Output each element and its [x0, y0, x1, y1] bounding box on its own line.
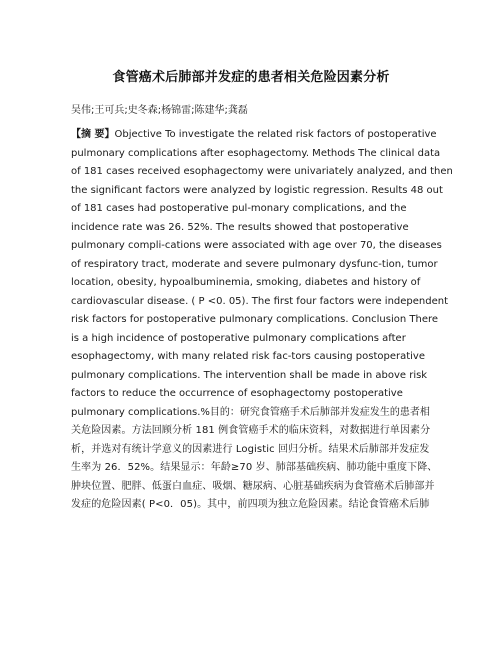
abstract-line: pulmonary complications.%目的：研究食管癌手术后肺部并发症发生的患者相: [71, 406, 430, 418]
abstract-line: pulmonary compli-cations were associated with age over 70, the diseases: [71, 240, 442, 251]
abstract-body: [71, 126, 453, 515]
abstract-line: 生率为 26．52%。结果显示：年龄≥70 岁、肺部基础疾病、肺功能中重度下降、: [71, 462, 438, 473]
document-title: 食管癌术后肺部并发症的患者相关危险因素分析: [112, 70, 390, 85]
abstract-line: [71, 126, 437, 145]
abstract-line: 肿块位置、肥胖、低蛋白血症、吸烟、糖尿病、心脏基础疾病为食管癌术后肺部并: [71, 480, 435, 492]
abstract-line: pulmonary complications. The intervention shall be made in above risk: [71, 369, 428, 381]
abstract-line: 发症的危险因素( P<0．05)。其中，前四项为独立危险因素。结论食管癌术后肺: [71, 499, 430, 510]
abstract-label: 【摘 要】: [71, 129, 115, 140]
abstract-line: 析，并选对有统计学意义的因素进行 Logistic 回归分析。结果术后肺部并发症发: [71, 443, 430, 455]
abstract-line: of 181 cases received esophagectomy were univariately analyzed, and then: [71, 166, 453, 177]
abstract-line: risk factors for postoperative pulmonary complications. Conclusion There: [71, 314, 439, 325]
abstract-line: the significant factors were analyzed by logistic regression. Results 48 out: [71, 184, 443, 196]
abstract-line: of 181 cases had postoperative pul-monary complications, and the: [71, 203, 407, 214]
abstract-line: factors to reduce the occurrence of esophagectomy postoperative: [71, 388, 403, 399]
abstract-line: incidence rate was 26. 52%. The results showed that postoperative: [71, 221, 409, 233]
abstract-line: esophagectomy, with many related risk fac-tors causing postoperative: [71, 351, 425, 362]
abstract-line: of respiratory tract, moderate and severe pulmonary dysfunc-tion, tumor: [71, 258, 438, 270]
abstract-line: pulmonary complications after esophagectomy. Methods The clinical data: [71, 147, 441, 159]
abstract-line: is a high incidence of postoperative pulmonary complications after: [71, 332, 406, 344]
abstract-line: 关危险因素。方法回顾分析 181 例食管癌手术的临床资料，对数据进行单因素分: [71, 425, 431, 436]
abstract-line-text: Objective To investigate the related risk factors of postoperative: [114, 129, 437, 140]
abstract-line: cardiovascular disease. ( P <0. 05). The first four factors were independent: [71, 295, 449, 307]
abstract-line: location, obesity, hypoalbuminemia, smoking, diabetes and history of: [71, 277, 421, 288]
author-list: 吴伟;王可兵;史冬森;杨锦雷;陈建华;龚磊: [71, 105, 248, 116]
